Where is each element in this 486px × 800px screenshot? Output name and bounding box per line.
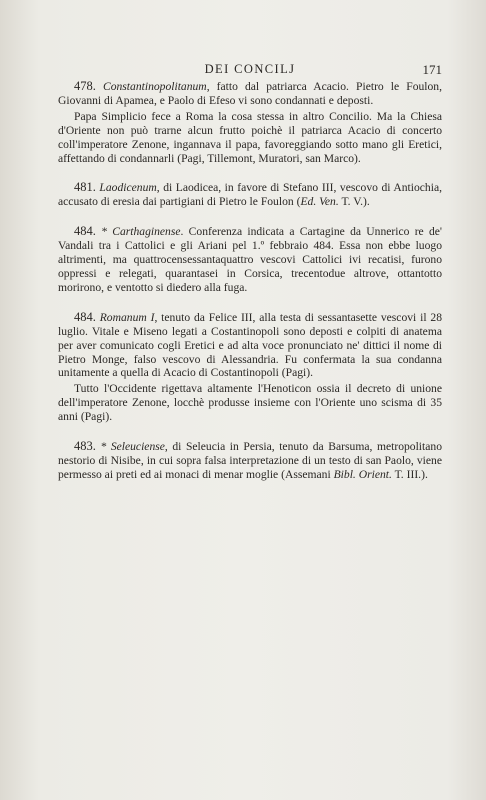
council-name: Laodicenum xyxy=(99,181,157,195)
entry-note: Papa Simplicio fece a Roma la cosa stessa in altro Concilio. Ma la Chiesa d'Oriente non può trarne alcun frutto poichè il patriarca Acacio di concerto coll'imperatore Zenone, ingannava il papa, favoreggiando sotto mano gli Eretici, affettando di condannarli (Pagi, Tillemont, Muratori, san Marco). xyxy=(58,109,442,165)
council-entry-484-rome xyxy=(58,311,442,424)
council-name: Romanum I xyxy=(99,310,155,324)
entry-paragraph xyxy=(58,225,442,295)
entry-number: 478. xyxy=(74,79,96,93)
entry-paragraph xyxy=(58,80,442,108)
entry-paragraph xyxy=(58,311,442,381)
entry-paragraph xyxy=(58,440,442,482)
entry-text: , tenuto da Felice III, alla testa di sessantasette vescovi il 28 luglio. Vitale e Miseno legati a Costantinopoli sono deposti e colpiti di anatema per aver comunicato cogli Eretici e ad alta voce pronunciato ne' dittici il nome di Pietro Monge, falso vescovo di Alessandria. Fu confermata la sua condanna unitamente a quella di Acacio di Costantinopoli (Pagi). xyxy=(58,310,442,380)
entry-number: 484. xyxy=(74,309,96,324)
council-entry-484-carthage xyxy=(58,225,442,295)
entry-number: 483. xyxy=(74,439,96,454)
council-name: Constantinopolitanum xyxy=(102,80,207,93)
council-name: * Carthaginense xyxy=(101,225,181,239)
reference-title: Ed. Ven. xyxy=(300,195,339,209)
entry-text: , di Seleucia in Persia, tenuto da Barsuma, metropolitano nestorio di Nisibe, in cui sopra falsa interpretazione di un testo di san Paolo, viene permesso ai preti ed ai monaci di menar moglie (Assemani xyxy=(58,440,442,481)
entry-text: . Conferenza indicata a Cartagine da Unnerico re de' Vandali tra i Cattolici e gli Ariani pel 1.º febbraio 484. Essa non ebbe luogo altrimenti, ma quattrocensessantaquattro vescovi Cattolici ivi recatisi, furono oppressi e relegati, quarantasei in Corsica, trecentodue altrove, ottantotto morirono, e ventotto si diedero alla fuga. xyxy=(58,225,443,294)
page-number: 171 xyxy=(422,62,442,77)
entry-text-end: T. III.). xyxy=(391,467,428,481)
council-entry-483 xyxy=(58,440,442,482)
entry-number: 481. xyxy=(74,180,96,195)
council-name: * Seleuciense xyxy=(100,440,165,454)
council-entry-478 xyxy=(58,80,442,165)
page-header xyxy=(58,62,442,78)
entry-number: 484. xyxy=(74,224,96,239)
entry-text-end: T. V.). xyxy=(338,195,370,209)
entry-text: , fatto dal patriarca Acacio. Pietro le Foulon, Giovanni di Apamea, e Paolo di Efeso vi sono condannati e deposti. xyxy=(58,80,443,107)
page-body xyxy=(58,80,442,498)
entry-text: , di Laodicea, in favore di Stefano III, vescovo di Antiochia, accusato di eresia dai partigiani di Pietro le Foulon ( xyxy=(58,181,442,209)
running-title: DEI CONCILJ xyxy=(204,62,296,76)
council-entry-481 xyxy=(58,181,442,209)
entry-note: Tutto l'Occidente rigettava altamente l'Henoticon ossia il decreto di unione dell'imperatore Zenone, locchè produsse insieme con l'Oriente uno scisma di 35 anni (Pagi). xyxy=(58,382,442,424)
entry-paragraph xyxy=(58,181,442,209)
reference-title: Bibl. Orient. xyxy=(333,467,392,481)
